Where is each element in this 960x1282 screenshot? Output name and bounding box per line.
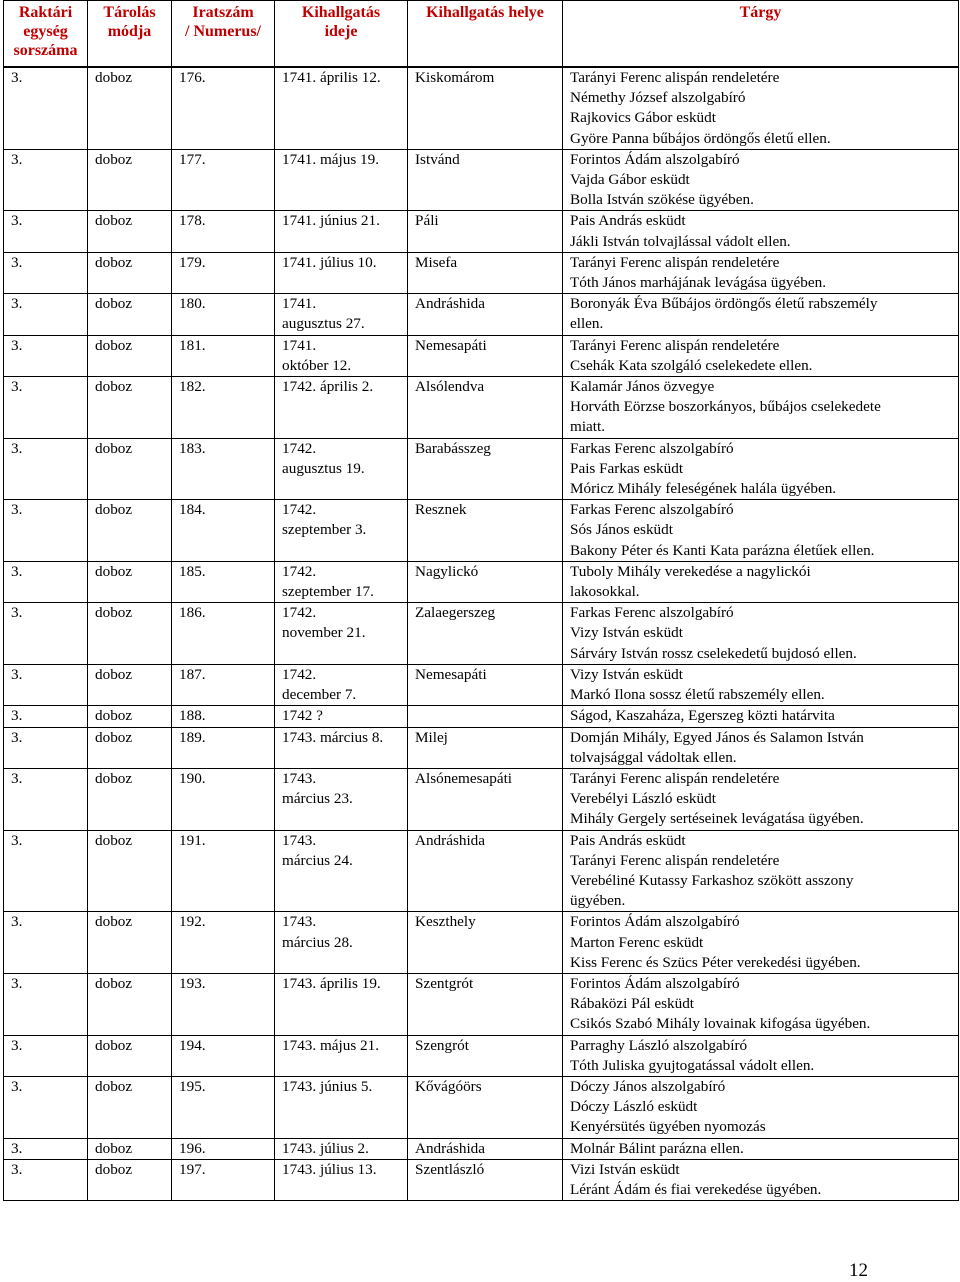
header-text-line: Tárolás xyxy=(103,4,156,21)
cell-date-line: március 23. xyxy=(282,790,353,808)
table-row xyxy=(4,603,959,665)
cell-date-line: augusztus 19. xyxy=(282,459,365,477)
cell-storage: doboz xyxy=(88,335,172,376)
cell-subject-line: Rábaközi Pál esküdt xyxy=(570,995,695,1013)
cell-date-line: 1741. xyxy=(282,336,317,354)
header-text-line: Iratszám xyxy=(192,4,254,21)
document-page xyxy=(3,0,958,1201)
cell-unit: 3. xyxy=(4,1138,88,1159)
cell-subject-line: lakosokkal. xyxy=(570,583,640,601)
cell-subject-line: Verebélyi László esküdt xyxy=(570,790,716,808)
header-text-line: módja xyxy=(107,23,152,40)
cell-unit: 3. xyxy=(4,664,88,705)
cell-subject-line: Csehák Kata szolgáló cselekedete ellen. xyxy=(570,356,813,374)
cell-date-line: 1742. április 2. xyxy=(282,378,374,396)
cell-subject xyxy=(563,664,959,705)
table-row xyxy=(4,561,959,602)
cell-date xyxy=(275,335,408,376)
cell-subject-line: Vizi István esküdt xyxy=(570,1160,680,1178)
cell-date-line: 1741. xyxy=(282,295,317,313)
cell-date xyxy=(275,664,408,705)
cell-unit: 3. xyxy=(4,211,88,252)
cell-storage: doboz xyxy=(88,561,172,602)
cell-subject xyxy=(563,768,959,830)
cell-unit: 3. xyxy=(4,561,88,602)
cell-date-line: augusztus 27. xyxy=(282,315,365,333)
cell-number: 182. xyxy=(172,377,275,439)
cell-date xyxy=(275,252,408,293)
cell-date xyxy=(275,211,408,252)
cell-subject-line: Vajda Gábor esküdt xyxy=(570,171,690,189)
table-row xyxy=(4,294,959,335)
table-row xyxy=(4,664,959,705)
cell-subject xyxy=(563,211,959,252)
cell-place: Alsólendva xyxy=(408,377,563,439)
cell-place: Resznek xyxy=(408,500,563,562)
cell-subject-line: Marton Ferenc esküdt xyxy=(570,933,704,951)
cell-date xyxy=(275,727,408,768)
cell-number: 196. xyxy=(172,1138,275,1159)
cell-subject xyxy=(563,603,959,665)
cell-date xyxy=(275,149,408,211)
cell-subject-line: Jákli István tolvajlással vádolt ellen. xyxy=(570,232,791,250)
header-storage-method xyxy=(88,1,172,68)
cell-place: Nemesapáti xyxy=(408,335,563,376)
cell-number: 189. xyxy=(172,727,275,768)
page-number: 12 xyxy=(849,1260,868,1281)
cell-place: Kiskomárom xyxy=(408,67,563,149)
cell-subject xyxy=(563,973,959,1035)
cell-subject xyxy=(563,335,959,376)
cell-subject-line: Tóth Juliska gyujtogatással vádolt ellen. xyxy=(570,1056,815,1074)
cell-subject-line: Dóczy János alszolgabíró xyxy=(570,1077,726,1095)
cell-subject-line: Sárváry István rossz cselekedetű bujdosó ellen. xyxy=(570,644,857,662)
cell-place: Misefa xyxy=(408,252,563,293)
header-unit-number xyxy=(4,1,88,68)
cell-date-line: március 24. xyxy=(282,851,353,869)
table-row xyxy=(4,377,959,439)
cell-subject-line: Rajkovics Gábor esküdt xyxy=(570,109,716,127)
cell-subject xyxy=(563,1159,959,1200)
cell-storage: doboz xyxy=(88,1138,172,1159)
cell-subject xyxy=(563,830,959,912)
cell-storage: doboz xyxy=(88,1076,172,1138)
cell-place: Andráshida xyxy=(408,830,563,912)
cell-unit: 3. xyxy=(4,706,88,727)
cell-number: 192. xyxy=(172,912,275,974)
cell-subject xyxy=(563,500,959,562)
cell-number: 188. xyxy=(172,706,275,727)
cell-number: 183. xyxy=(172,438,275,500)
cell-subject-line: Györe Panna bűbájos ördöngős életű ellen. xyxy=(570,129,831,147)
cell-subject-line: Mihály Gergely sertéseinek levágatása ügyében. xyxy=(570,810,864,828)
table-row xyxy=(4,1035,959,1076)
cell-subject xyxy=(563,561,959,602)
cell-subject xyxy=(563,294,959,335)
cell-subject-line: Léránt Ádám és fiai verekedése ügyében. xyxy=(570,1180,822,1198)
cell-unit: 3. xyxy=(4,1035,88,1076)
cell-date-line: 1743. március 8. xyxy=(282,728,384,746)
cell-storage: doboz xyxy=(88,973,172,1035)
table-row xyxy=(4,500,959,562)
cell-number: 184. xyxy=(172,500,275,562)
header-text-line: Tárgy xyxy=(739,4,782,21)
table-row xyxy=(4,912,959,974)
cell-unit: 3. xyxy=(4,67,88,149)
cell-date-line: 1743. xyxy=(282,769,317,787)
cell-storage: doboz xyxy=(88,252,172,293)
cell-number: 190. xyxy=(172,768,275,830)
cell-number: 185. xyxy=(172,561,275,602)
cell-date-line: 1742 ? xyxy=(282,707,323,725)
cell-unit: 3. xyxy=(4,294,88,335)
cell-subject xyxy=(563,377,959,439)
cell-unit: 3. xyxy=(4,438,88,500)
cell-storage: doboz xyxy=(88,1035,172,1076)
cell-unit: 3. xyxy=(4,912,88,974)
cell-unit: 3. xyxy=(4,335,88,376)
cell-subject-line: Forintos Ádám alszolgabíró xyxy=(570,913,740,931)
interrogation-register-table xyxy=(3,0,959,1201)
cell-subject-line: Pais András esküdt xyxy=(570,831,686,849)
cell-subject xyxy=(563,1035,959,1076)
cell-date-line: 1742. xyxy=(282,665,317,683)
cell-date xyxy=(275,1076,408,1138)
cell-subject-line: Ságod, Kaszaháza, Egerszeg közti határvita xyxy=(570,707,835,725)
cell-subject-line: Verebéliné Kutassy Farkashoz szökött asszony xyxy=(570,871,854,889)
table-row xyxy=(4,706,959,727)
cell-unit: 3. xyxy=(4,500,88,562)
cell-number: 187. xyxy=(172,664,275,705)
cell-number: 186. xyxy=(172,603,275,665)
cell-subject-line: Farkas Ferenc alszolgabíró xyxy=(570,604,734,622)
cell-date-line: 1742. xyxy=(282,604,317,622)
cell-unit: 3. xyxy=(4,603,88,665)
table-row xyxy=(4,67,959,149)
cell-storage: doboz xyxy=(88,664,172,705)
cell-unit: 3. xyxy=(4,149,88,211)
table-row xyxy=(4,211,959,252)
table-body xyxy=(4,67,959,1201)
cell-subject-line: Tarányi Ferenc alispán rendeletére xyxy=(570,769,780,787)
cell-subject-line: Domján Mihály, Egyed János és Salamon István xyxy=(570,728,864,746)
cell-subject-line: Bakony Péter és Kanti Kata parázna életűek ellen. xyxy=(570,541,875,559)
cell-storage: doboz xyxy=(88,211,172,252)
cell-subject-line: Farkas Ferenc alszolgabíró xyxy=(570,439,734,457)
cell-subject-line: Móricz Mihály feleségének halála ügyében. xyxy=(570,480,837,498)
cell-date xyxy=(275,500,408,562)
cell-storage: doboz xyxy=(88,294,172,335)
header-interrogation-place xyxy=(408,1,563,68)
cell-place: Szentgrót xyxy=(408,973,563,1035)
cell-date-line: szeptember 3. xyxy=(282,521,367,539)
cell-storage: doboz xyxy=(88,1159,172,1200)
cell-number: 177. xyxy=(172,149,275,211)
header-text-line: ideje xyxy=(324,23,358,40)
cell-date-line: 1743. július 2. xyxy=(282,1139,369,1157)
cell-date xyxy=(275,438,408,500)
cell-subject-line: Markó Ilona sossz életű rabszemély ellen. xyxy=(570,686,825,704)
cell-place: Istvánd xyxy=(408,149,563,211)
cell-number: 194. xyxy=(172,1035,275,1076)
cell-subject-line: Tuboly Mihály verekedése a nagylickói xyxy=(570,562,811,580)
cell-subject-line: Tarányi Ferenc alispán rendeletére xyxy=(570,336,780,354)
cell-subject xyxy=(563,149,959,211)
cell-subject-line: ellen. xyxy=(570,315,604,333)
cell-unit: 3. xyxy=(4,830,88,912)
cell-subject-line: Vizy István esküdt xyxy=(570,624,683,642)
cell-number: 178. xyxy=(172,211,275,252)
cell-subject-line: Forintos Ádám alszolgabíró xyxy=(570,150,740,168)
cell-storage: doboz xyxy=(88,830,172,912)
cell-date-line: 1741. július 10. xyxy=(282,253,377,271)
cell-storage: doboz xyxy=(88,768,172,830)
cell-number: 180. xyxy=(172,294,275,335)
cell-place: Milej xyxy=(408,727,563,768)
cell-subject xyxy=(563,1138,959,1159)
cell-date-line: 1741. április 12. xyxy=(282,69,381,86)
cell-unit: 3. xyxy=(4,768,88,830)
table-row xyxy=(4,252,959,293)
cell-date-line: 1743. xyxy=(282,913,317,931)
cell-storage: doboz xyxy=(88,603,172,665)
cell-storage: doboz xyxy=(88,377,172,439)
cell-storage: doboz xyxy=(88,438,172,500)
cell-subject xyxy=(563,67,959,149)
cell-subject-line: Tarányi Ferenc alispán rendeletére xyxy=(570,253,780,271)
table-row xyxy=(4,335,959,376)
cell-subject-line: Molnár Bálint parázna ellen. xyxy=(570,1139,744,1157)
cell-subject-line: miatt. xyxy=(570,418,606,436)
cell-place: Kővágóörs xyxy=(408,1076,563,1138)
cell-subject-line: Boronyák Éva Bűbájos ördöngős életű rabszemély xyxy=(570,295,878,313)
cell-place xyxy=(408,706,563,727)
cell-number: 195. xyxy=(172,1076,275,1138)
cell-date xyxy=(275,561,408,602)
cell-date-line: október 12. xyxy=(282,356,352,374)
table-row xyxy=(4,830,959,912)
cell-storage: doboz xyxy=(88,912,172,974)
cell-subject-line: Tarányi Ferenc alispán rendeletére xyxy=(570,851,780,869)
cell-subject xyxy=(563,1076,959,1138)
cell-subject-line: Vizy István esküdt xyxy=(570,665,683,683)
cell-subject-line: Sós János esküdt xyxy=(570,521,673,539)
table-row xyxy=(4,1076,959,1138)
cell-subject-line: tolvajsággal vádoltak ellen. xyxy=(570,748,737,766)
cell-place: Szentlászló xyxy=(408,1159,563,1200)
cell-number: 181. xyxy=(172,335,275,376)
cell-place: Andráshida xyxy=(408,1138,563,1159)
cell-date xyxy=(275,294,408,335)
cell-place: Nemesapáti xyxy=(408,664,563,705)
cell-subject-line: Bolla István szökése ügyében. xyxy=(570,191,754,209)
header-text-line: egység xyxy=(23,23,68,40)
cell-date xyxy=(275,1159,408,1200)
cell-place: Andráshida xyxy=(408,294,563,335)
cell-date-line: 1742. xyxy=(282,562,317,580)
cell-subject-line: Pais Farkas esküdt xyxy=(570,459,684,477)
cell-date-line: december 7. xyxy=(282,686,357,704)
cell-date xyxy=(275,377,408,439)
cell-date xyxy=(275,67,408,149)
header-document-number xyxy=(172,1,275,68)
table-row xyxy=(4,1138,959,1159)
cell-storage: doboz xyxy=(88,500,172,562)
cell-subject-line: Pais András esküdt xyxy=(570,212,686,230)
cell-unit: 3. xyxy=(4,1076,88,1138)
header-text-line: Kihallgatás helye xyxy=(426,4,544,21)
header-text-line: sorszáma xyxy=(13,42,78,59)
cell-storage: doboz xyxy=(88,727,172,768)
cell-unit: 3. xyxy=(4,727,88,768)
cell-subject-line: Némethy József alszolgabíró xyxy=(570,89,746,107)
table-row xyxy=(4,1159,959,1200)
cell-subject xyxy=(563,727,959,768)
cell-date xyxy=(275,1138,408,1159)
cell-number: 191. xyxy=(172,830,275,912)
cell-subject-line: Kenyérsütés ügyében nyomozás xyxy=(570,1118,766,1136)
cell-date-line: 1743. április 19. xyxy=(282,974,381,992)
cell-date-line: november 21. xyxy=(282,624,366,642)
cell-place: Páli xyxy=(408,211,563,252)
cell-unit: 3. xyxy=(4,1159,88,1200)
cell-subject-line: Farkas Ferenc alszolgabíró xyxy=(570,501,734,519)
header-subject xyxy=(563,1,959,68)
table-row xyxy=(4,973,959,1035)
header-text-line: Raktári xyxy=(18,4,73,21)
header-text-line: Kihallgatás xyxy=(301,4,381,21)
cell-unit: 3. xyxy=(4,973,88,1035)
cell-place: Barabásszeg xyxy=(408,438,563,500)
cell-subject-line: Tóth János marhájának levágása ügyében. xyxy=(570,274,826,292)
table-row xyxy=(4,727,959,768)
cell-storage: doboz xyxy=(88,706,172,727)
cell-subject-line: Forintos Ádám alszolgabíró xyxy=(570,974,740,992)
cell-subject xyxy=(563,706,959,727)
cell-subject xyxy=(563,912,959,974)
table-row xyxy=(4,768,959,830)
cell-date-line: 1743. június 5. xyxy=(282,1077,373,1095)
cell-storage: doboz xyxy=(88,67,172,149)
cell-number: 193. xyxy=(172,973,275,1035)
cell-subject-line: Tarányi Ferenc alispán rendeletére xyxy=(570,69,780,86)
cell-subject-line: Csikós Szabó Mihály lovainak kifogása ügyében. xyxy=(570,1015,871,1033)
cell-subject-line: Kiss Ferenc és Szücs Péter verekedési ügyében. xyxy=(570,953,861,971)
cell-subject-line: ügyében. xyxy=(570,892,626,910)
cell-place: Szengrót xyxy=(408,1035,563,1076)
cell-date-line: 1742. xyxy=(282,501,317,519)
header-text-line: / Numerus/ xyxy=(185,23,261,40)
cell-subject-line: Kalamár János özvegye xyxy=(570,378,715,396)
cell-subject-line: Dóczy László esküdt xyxy=(570,1098,698,1116)
cell-place: Alsónemesapáti xyxy=(408,768,563,830)
cell-date-line: 1741. június 21. xyxy=(282,212,380,230)
cell-date-line: 1743. július 13. xyxy=(282,1160,377,1178)
cell-number: 197. xyxy=(172,1159,275,1200)
header-interrogation-date xyxy=(275,1,408,68)
cell-place: Zalaegerszeg xyxy=(408,603,563,665)
cell-place: Nagylickó xyxy=(408,561,563,602)
cell-storage: doboz xyxy=(88,149,172,211)
table-row xyxy=(4,438,959,500)
cell-place: Keszthely xyxy=(408,912,563,974)
cell-unit: 3. xyxy=(4,377,88,439)
table-header-row xyxy=(4,1,959,68)
cell-date-line: 1741. május 19. xyxy=(282,150,380,168)
cell-subject xyxy=(563,438,959,500)
cell-date-line: 1742. xyxy=(282,439,317,457)
cell-date xyxy=(275,973,408,1035)
cell-subject xyxy=(563,252,959,293)
cell-number: 179. xyxy=(172,252,275,293)
cell-date-line: március 28. xyxy=(282,933,353,951)
cell-date xyxy=(275,768,408,830)
cell-date xyxy=(275,912,408,974)
cell-subject-line: Horváth Eörzse boszorkányos, bűbájos cselekedete xyxy=(570,398,881,416)
cell-date xyxy=(275,706,408,727)
cell-date-line: szeptember 17. xyxy=(282,583,374,601)
cell-date xyxy=(275,603,408,665)
cell-subject-line: Parraghy László alszolgabíró xyxy=(570,1036,748,1054)
cell-date xyxy=(275,830,408,912)
cell-date-line: 1743. május 21. xyxy=(282,1036,380,1054)
cell-date-line: 1743. xyxy=(282,831,317,849)
cell-number: 176. xyxy=(172,67,275,149)
table-row xyxy=(4,149,959,211)
cell-date xyxy=(275,1035,408,1076)
cell-unit: 3. xyxy=(4,252,88,293)
